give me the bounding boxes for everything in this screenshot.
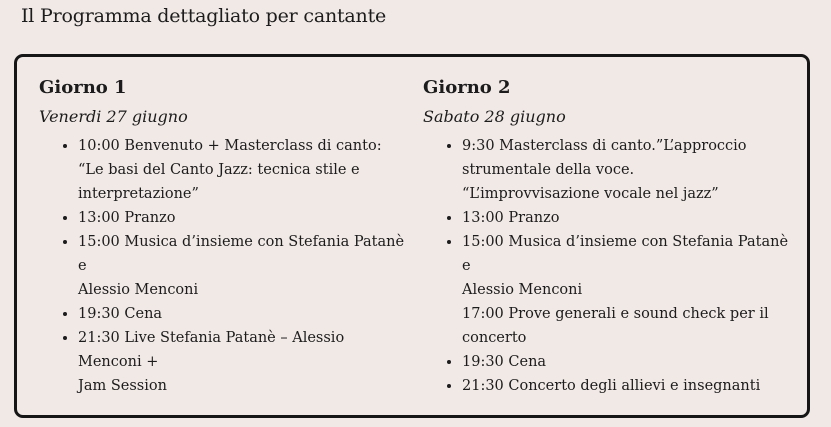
day-2-schedule-list	[423, 134, 795, 398]
schedule-item	[462, 374, 795, 398]
schedule-item-line: • 15:00 Musica d’insieme con Stefania Patanè e	[78, 234, 405, 274]
day-1-title: Giorno 1	[39, 77, 127, 98]
schedule-item-line: • 19:30 Cena	[462, 354, 547, 370]
day-1-date: Venerdi 27 giugno	[39, 107, 188, 126]
schedule-item-line: “L’improvvisazione vocale nel jazz”	[462, 186, 719, 202]
schedule-item-line: • 15:00 Musica d’insieme con Stefania Patanè e	[462, 234, 789, 274]
schedule-item-line: interpretazione”	[78, 186, 199, 202]
schedule-item-line: • 10:00 Benvenuto + Masterclass di canto:	[78, 138, 382, 154]
schedule-item	[78, 326, 411, 398]
schedule-item-line: “Le basi del Canto Jazz: tecnica stile e	[78, 162, 360, 178]
schedule-item	[462, 134, 795, 206]
schedule-item-line: Alessio Menconi	[78, 282, 199, 298]
schedule-item-line: Jam Session	[78, 378, 167, 394]
schedule-item-line: • 13:00 Pranzo	[462, 210, 560, 226]
schedule-item	[462, 230, 795, 350]
day-2-date: Sabato 28 giugno	[423, 107, 566, 126]
schedule-card	[14, 54, 810, 418]
schedule-item	[78, 302, 411, 326]
schedule-item-line: • 13:00 Pranzo	[78, 210, 176, 226]
schedule-item-line: • 9:30 Masterclass di canto.”L’approccio	[462, 138, 747, 154]
page-title: Il Programma dettagliato per cantante	[21, 5, 387, 27]
day-2-title: Giorno 2	[423, 77, 511, 98]
schedule-item	[462, 350, 795, 374]
schedule-item-line: • 21:30 Concerto degli allievi e insegnanti	[462, 378, 761, 394]
schedule-item-line: • 19:30 Cena	[78, 306, 163, 322]
schedule-item	[78, 230, 411, 302]
schedule-item-line: • 21:30 Live Stefania Patanè – Alessio Menconi +	[78, 330, 345, 370]
schedule-item-line: Alessio Menconi	[462, 282, 583, 298]
schedule-item	[78, 206, 411, 230]
schedule-item-line: concerto	[462, 330, 527, 346]
schedule-item-line: 17:00 Prove generali e sound check per il	[462, 306, 769, 322]
day-1-column	[39, 75, 411, 398]
day-2-column	[423, 75, 795, 398]
schedule-item-line: strumentale della voce.	[462, 162, 635, 178]
schedule-item	[78, 134, 411, 206]
schedule-item	[462, 206, 795, 230]
day-1-schedule-list	[39, 134, 411, 398]
